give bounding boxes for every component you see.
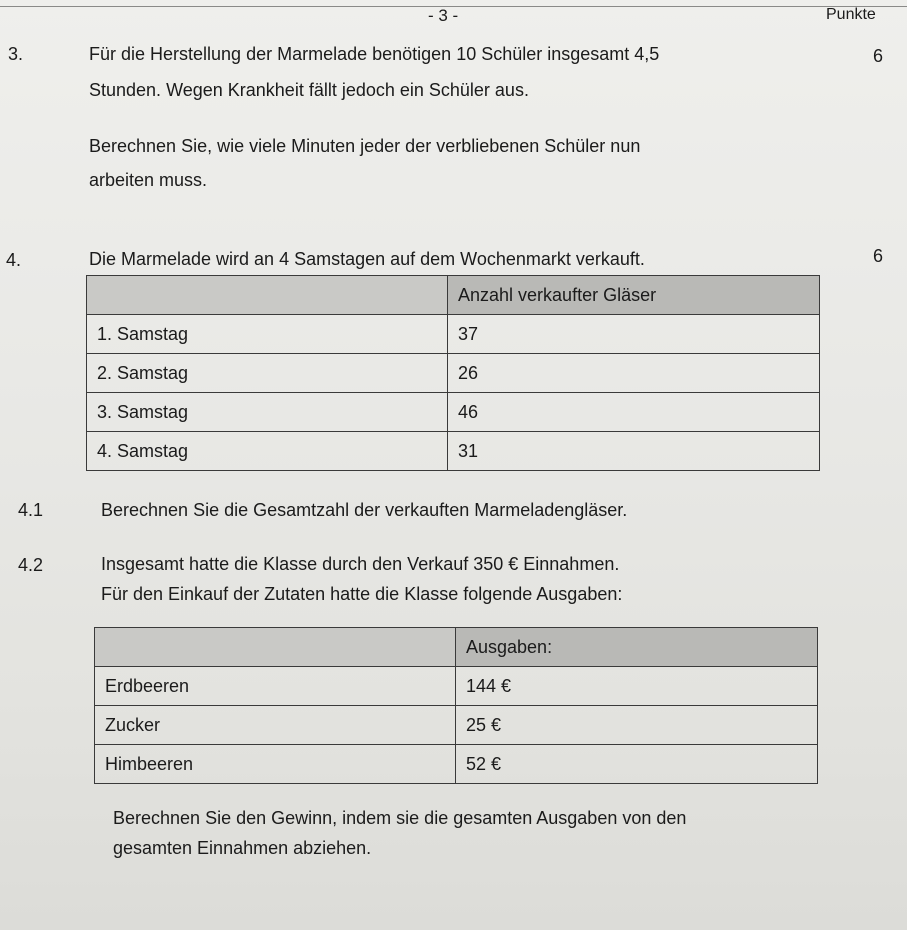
row-value: 31 — [448, 432, 820, 471]
task-4-number: 4. — [6, 250, 22, 270]
task-4-2-line-1: Insgesamt hatte die Klasse durch den Verkauf 350 € Einnahmen. — [101, 554, 620, 574]
row-label: Zucker — [95, 706, 456, 745]
page-number: - 3 - — [428, 6, 459, 25]
table-row — [87, 432, 820, 471]
row-value: 144 € — [456, 667, 818, 706]
table-row — [87, 354, 820, 393]
task-4-2-number: 4.2 — [18, 555, 44, 575]
task-4-1-number: 4.1 — [18, 500, 44, 520]
table-row — [87, 315, 820, 354]
row-value: 52 € — [456, 745, 818, 784]
table-header-row — [95, 628, 818, 667]
table-header-sold-jars: Anzahl verkaufter Gläser — [448, 276, 820, 315]
task-3-number: 3. — [8, 44, 24, 64]
row-value: 37 — [448, 315, 820, 354]
row-value: 46 — [448, 393, 820, 432]
points-column-header: Punkte — [826, 6, 876, 23]
task-4-2-line-2: Für den Einkauf der Zutaten hatte die Klasse folgende Ausgaben: — [101, 584, 623, 604]
task-4-2-closing-line-2: gesamten Einnahmen abziehen. — [113, 838, 372, 858]
task-4-points: 6 — [873, 246, 884, 266]
row-label: Himbeeren — [95, 745, 456, 784]
task-3-line-2: Stunden. Wegen Krankheit fällt jedoch ein Schüler aus. — [89, 80, 529, 100]
table-header-row — [87, 276, 820, 315]
sales-table — [86, 275, 820, 471]
table-row — [95, 745, 818, 784]
task-3-points: 6 — [873, 46, 884, 66]
task-3-line-1: Für die Herstellung der Marmelade benötigen 10 Schüler insgesamt 4,5 — [89, 44, 660, 64]
table-row — [95, 706, 818, 745]
table-row — [87, 393, 820, 432]
row-value: 26 — [448, 354, 820, 393]
task-3-line-4: arbeiten muss. — [89, 170, 208, 190]
table-header-empty — [87, 276, 448, 315]
row-label: 4. Samstag — [87, 432, 448, 471]
expenses-table — [94, 627, 818, 784]
task-3-line-3: Berechnen Sie, wie viele Minuten jeder der verbliebenen Schüler nun — [89, 136, 641, 156]
table-row — [95, 667, 818, 706]
table-header-empty — [95, 628, 456, 667]
row-value: 25 € — [456, 706, 818, 745]
task-4-intro: Die Marmelade wird an 4 Samstagen auf dem Wochenmarkt verkauft. — [89, 249, 645, 269]
task-4-1-text: Berechnen Sie die Gesamtzahl der verkauften Marmeladengläser. — [101, 500, 628, 520]
task-4-2-closing-line-1: Berechnen Sie den Gewinn, indem sie die gesamten Ausgaben von den — [113, 808, 687, 828]
row-label: Erdbeeren — [95, 667, 456, 706]
row-label: 2. Samstag — [87, 354, 448, 393]
row-label: 1. Samstag — [87, 315, 448, 354]
row-label: 3. Samstag — [87, 393, 448, 432]
table-header-expenses: Ausgaben: — [456, 628, 818, 667]
